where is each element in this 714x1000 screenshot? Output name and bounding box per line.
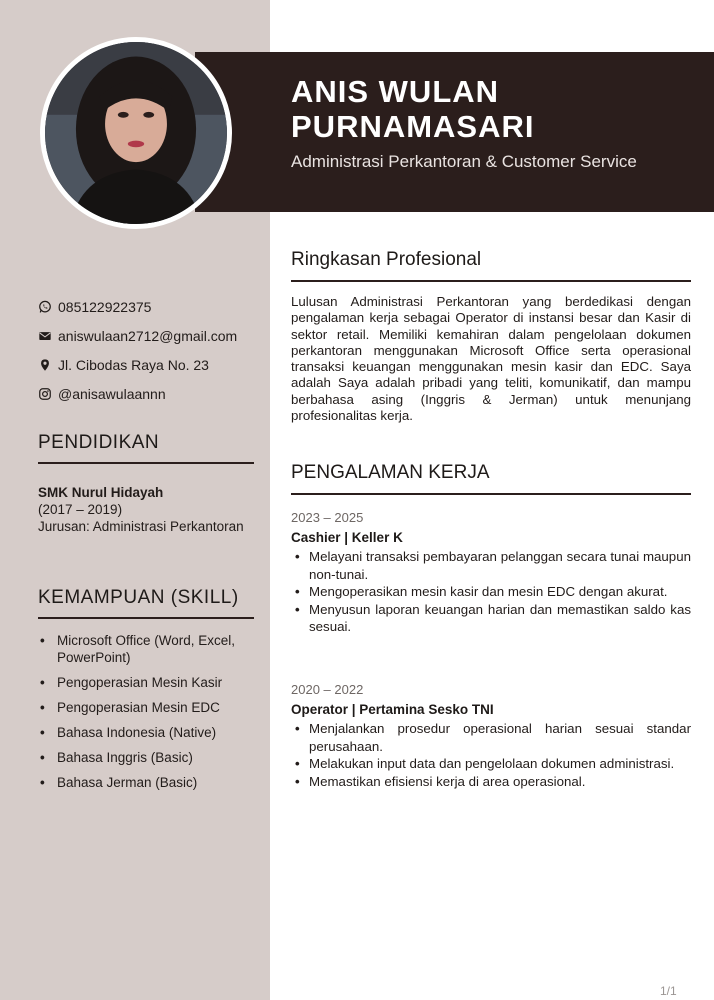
contact-list [38,292,263,408]
job-entry [291,509,691,636]
job-bullet: • Menjalankan prosedur operasional harian sesuai standar perusahaan. [291,720,691,755]
education-school: SMK Nurul Hidayah [38,485,164,500]
skill-item: • Microsoft Office (Word, Excel, PowerPoint) [40,632,262,666]
mail-icon [38,329,52,343]
experience-heading: PENGALAMAN KERJA [291,462,691,495]
skill-item: • Bahasa Jerman (Basic) [40,774,262,791]
education-heading: PENDIDIKAN [38,432,254,464]
contact-address [38,350,263,379]
instagram-icon [38,387,52,401]
summary-text: Lulusan Administrasi Perkantoran yang berdedikasi dengan pengalaman kerja sebagai Operator di instansi besar dan Kasir di sektor retail. Memiliki kemahiran dalam pengelolaan dokumen perkantoran menggunakan Microsoft Office serta operasional transaksi keuangan menggunakan mesin kasir dan EDC. Saya adalah Saya adalah pribadi yang teliti, komunikatif, dan mampu berbahasa asing (Inggris & Jerman) untuk menunjang profesionalitas kerja. [291,294,691,424]
education-major: Jurusan: Administrasi Perkantoran [38,519,244,534]
job-role: Cashier | Keller K [291,530,403,545]
job-bullets [291,548,691,636]
education-entry [38,484,258,535]
job-role: Operator | Pertamina Sesko TNI [291,702,494,717]
address-text: Jl. Cibodas Raya No. 23 [58,356,209,373]
job-bullet: • Menyusun laporan keuangan harian dan memastikan saldo kas sesuai. [291,601,691,636]
job-bullet: • Mengoperasikan mesin kasir dan mesin EDC dengan akurat. [291,583,691,601]
job-period: 2023 – 2025 [291,510,364,525]
page-number: 1/1 [660,984,677,998]
email-text: aniswulaan2712@gmail.com [58,327,238,344]
contact-phone [38,292,263,321]
candidate-name: ANIS WULAN PURNAMASARI [291,74,535,144]
job-bullet: • Memastikan efisiensi kerja di area operasional. [291,773,691,791]
job-entry [291,681,691,790]
contact-instagram [38,379,263,408]
job-bullet: • Melakukan input data dan pengelolaan dokumen administrasi. [291,755,691,773]
location-pin-icon [38,358,52,372]
skill-item: • Bahasa Indonesia (Native) [40,724,262,741]
summary-heading: Ringkasan Profesional [291,249,691,282]
education-years: (2017 – 2019) [38,502,123,517]
instagram-text: @anisawulaannn [58,385,166,402]
skill-item: • Bahasa Inggris (Basic) [40,749,262,766]
job-bullets [291,720,691,790]
contact-email [38,321,263,350]
skills-list [40,632,262,799]
skill-item: • Pengoperasian Mesin Kasir [40,674,262,691]
phone-text: 085122922375 [58,298,152,315]
profile-photo [40,37,232,229]
skills-heading: KEMAMPUAN (SKILL) [38,587,254,619]
job-bullet: • Melayani transaksi pembayaran pelanggan secara tunai maupun non-tunai. [291,548,691,583]
skill-item: • Pengoperasian Mesin EDC [40,699,262,716]
whatsapp-icon [38,300,52,314]
job-period: 2020 – 2022 [291,682,364,697]
candidate-title: Administrasi Perkantoran & Customer Service [291,152,637,171]
